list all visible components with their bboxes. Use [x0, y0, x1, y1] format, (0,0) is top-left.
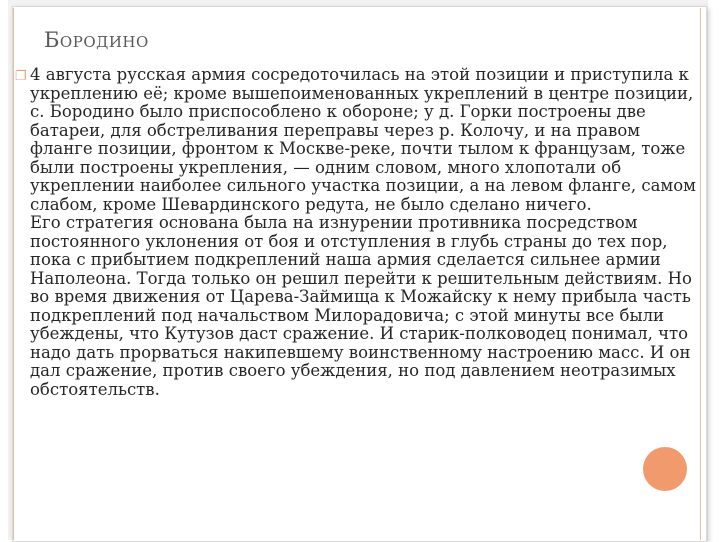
paragraph-2: Его стратегия основана была на изнурении противника посредством постоянного уклонения от боя и отступления в глубь страны до тех пор, пока с прибытием подкреплений наша армия сделается сильнее армии Наполеона. Тогда только он решил перейти к решительным действиям. Но во время движения от Царева-Займища к Можайску к нему прибыла часть подкреплений под начальством Милорадовича; с этой минуты все были убеждены, что Кутузов даст сражение. И старик-полководец понимал, что надо дать прорваться накипевшему воинственному настроению масс. И он дал сражение, против своего убеждения, но под давлением неотразимых обстоятельств. [30, 213, 692, 399]
body-text [30, 66, 696, 399]
left-border-line [13, 8, 14, 540]
decorative-circle [643, 447, 687, 491]
slide-title: Бородино [44, 28, 149, 52]
paragraph-1: 4 августа русская армия сосредоточилась на этой позиции и приступила к укреплению её; кроме вышепоименованных укреплений в центре позиции, с. Бородино было приспособлено к обороне; у д. Горки построены две батареи, для обстреливания переправы через р. Колочу, и на правом фланге позиции, фронтом к Москве-реке, почти тылом к французам, тоже были построены укрепления, — одним словом, много хлопотали об укреплении наиболее сильного участка позиции, а на левом фланге, самом слабом, кроме Шевардинского редута, не было сделано ничего. [30, 65, 697, 214]
bullet-icon: ❐ [15, 69, 27, 84]
right-border-line [700, 8, 701, 540]
